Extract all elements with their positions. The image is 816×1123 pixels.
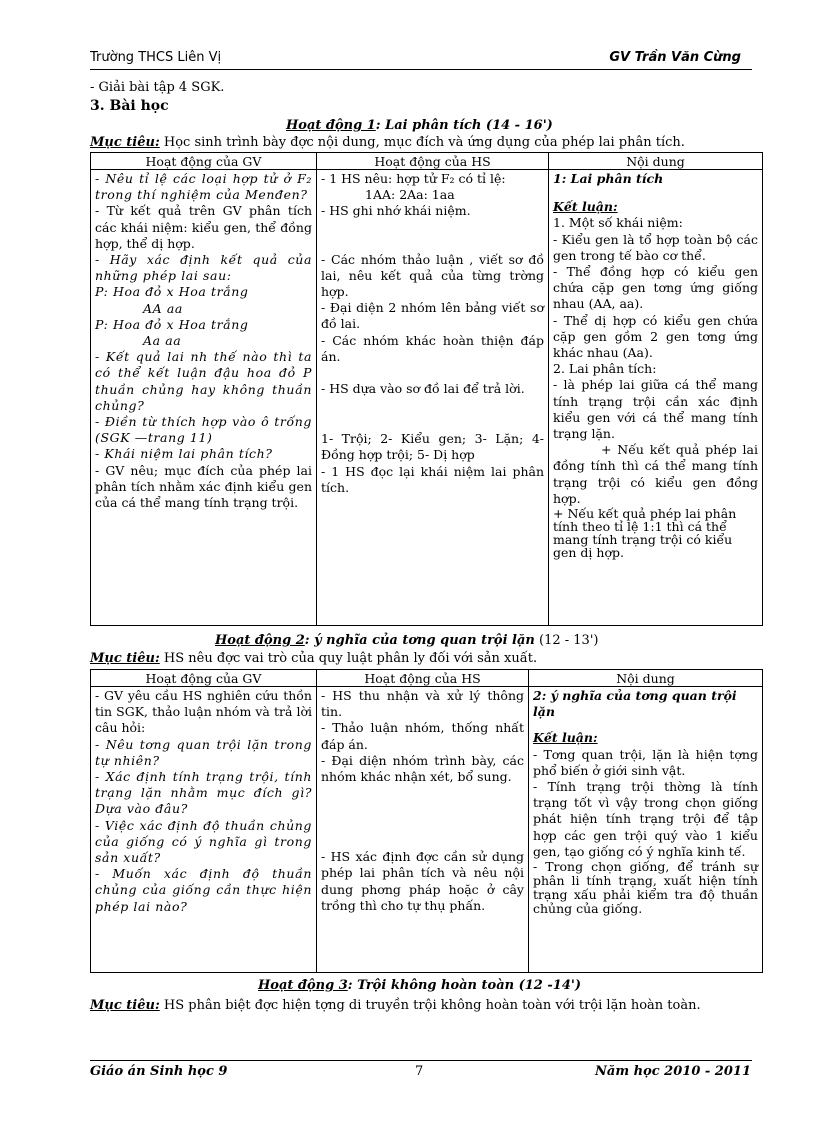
col-header-gv: Hoạt động của GV	[91, 153, 317, 170]
col-header-hs: Hoạt động của HS	[317, 670, 529, 687]
header-teacher: GV Trần Văn Cừng	[609, 50, 741, 65]
col-header-content: Nội dung	[529, 670, 763, 687]
activity2-content-cell: 2: ý nghĩa của tơng quan trội lặn Kết luận: - Tơng quan trội, lặn là hiện tợng phổ biến ở giới sinh vật. - Tính trạng trội thờng là tính trạng tốt vì vậy trong chọn giống phát hiện tính trạng trội để tập hợp các gen trội quý vào 1 kiểu gen, tạo giống có ý nghĩa kinh tế. - Trong chọn giống, để tránh sự phân li tính trạng, xuất hiện tính trạng xấu phải kiểm tra độ thuần chủng của giống.	[529, 687, 763, 973]
activity3-heading: Hoạt động 3: Trội không hoàn toàn (12 -14')	[258, 978, 582, 993]
activity1-gv-cell: - Nêu tỉ lệ các loại hợp tử ở F₂ trong thí nghiệm của Menđen? - Từ kết quả trên GV phân tích các khái niệm: kiểu gen, thể đồng hợp, thể dị hợp. - Hãy xác định kết quả của những phép lai sau: P: Hoa đỏ x Hoa trắng AA aa P: Hoa đỏ x Hoa trắng Aa aa - Kết quả lai nh thế nào thì ta có thể kết luận đậu hoa đỏ P thuần chủng hay không thuần chủng? - Điền từ thích hợp vào ô trống (SGK —trang 11) - Khái niệm lai phân tích? - GV nêu; mục đích của phép lai phân tích nhằm xác định kiểu gen của cá thể mang tính trạng trội.	[91, 170, 317, 626]
activity1-goal: Mục tiêu: Học sinh trình bày đợc nội dung, mục đích và ứng dụng của phép lai phân tích.	[90, 135, 685, 150]
activity2-gv-cell: - GV yêu cầu HS nghiên cứu thồn tin SGK, thảo luận nhóm và trả lời câu hỏi: - Nêu tơng quan trội lặn trong tự nhiên? - Xác định tính trạng trội, tính trạng lặn nhằm mục đích gì? Dựa vào đâu? - Việc xác định độ thuần chủng của giống có ý nghĩa gì trong sản xuất? - Muốn xác định độ thuần chủng của giống cần thực hiện phép lai nào?	[91, 687, 317, 973]
activity2-heading: Hoạt động 2: ý nghĩa của tơng quan trội lặn (12 - 13')	[215, 633, 599, 648]
activity2-goal: Mục tiêu: HS nêu đợc vai trò của quy luật phân ly đối với sản xuất.	[90, 651, 538, 666]
col-header-content: Nội dung	[549, 153, 763, 170]
footer-book: Giáo án Sinh học 9	[90, 1064, 228, 1079]
col-header-hs: Hoạt động của HS	[317, 153, 549, 170]
activity1-heading: Hoạt động 1: Lai phân tích (14 - 16')	[286, 118, 553, 133]
activity1-content-cell: 1: Lai phân tích Kết luận: 1. Một số khái niệm: - Kiểu gen là tổ hợp toàn bộ các gen trong tế bào cơ thể. - Thể đồng hợp có kiểu gen chứa cặp gen tơng ứng giống nhau (AA, aa). - Thể dị hợp có kiểu gen chứa cặp gen gồm 2 gen tơng ứng khác nhau (Aa). 2. Lai phân tích: - là phép lai giữa cá thể mang tính trạng trội cần xác định kiểu gen với cá thể mang tính trạng lặn. + Nếu kết quả phép lai đồng tính thì cá thể mang tính trạng trội có kiểu gen đồng hợp. + Nếu kết quả phép lai phân tính theo tỉ lệ 1:1 thì cá thể mang tính trạng trội có kiểu gen dị hợp.	[549, 170, 763, 626]
activity2-hs-cell: - HS thu nhận và xử lý thông tin. - Thảo luận nhóm, thống nhất đáp án. - Đại diện nhóm trình bày, các nhóm khác nhận xét, bổ sung. - HS xác định đợc cần sử dụng phép lai phân tích và nêu nội dung phơng pháp hoặc ở cây trồng thì cho tự thụ phấn.	[317, 687, 529, 973]
footer-year: Năm học 2010 - 2011	[595, 1064, 751, 1079]
footer-divider	[90, 1060, 752, 1061]
activity1-table	[90, 152, 763, 626]
col-header-gv: Hoạt động của GV	[91, 670, 317, 687]
header-school: Trường THCS Liên Vị	[90, 50, 222, 65]
activity2-table	[90, 669, 763, 973]
activity3-goal: Mục tiêu: HS phân biệt đợc hiện tợng di truyền trội không hoàn toàn với trội lặn hoàn toàn.	[90, 998, 701, 1013]
intro-line: - Giải bài tập 4 SGK.	[90, 80, 225, 95]
section-title: 3. Bài học	[90, 98, 169, 114]
activity1-hs-cell: - 1 HS nêu: hợp tử F₂ có tỉ lệ: 1AA: 2Aa: 1aa - HS ghi nhớ khái niệm. - Các nhóm thảo luận , viết sơ đồ lai, nêu kết quả của từng trờng hợp. - Đại diện 2 nhóm lên bảng viết sơ đồ lai. - Các nhóm khác hoàn thiện đáp án. - HS dựa vào sơ đồ lai để trả lời. 1- Trội; 2- Kiểu gen; 3- Lặn; 4- Đồng hợp trội; 5- Dị hợp - 1 HS đọc lại khái niệm lai phân tích.	[317, 170, 549, 626]
page-number: 7	[415, 1064, 424, 1079]
header-divider	[90, 69, 752, 70]
